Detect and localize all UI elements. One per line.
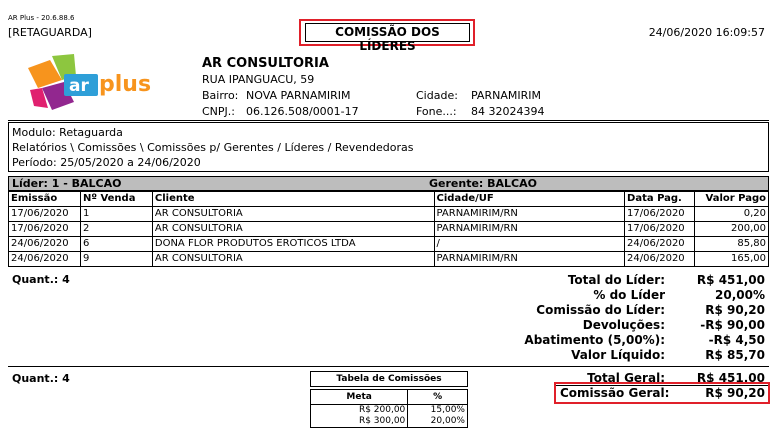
table-row	[9, 237, 769, 252]
summary-label: Total do Líder:	[567, 273, 665, 287]
cell-venda: 6	[80, 237, 152, 252]
svg-text:plus: plus	[99, 72, 152, 97]
fone-label: Fone...:	[416, 105, 457, 118]
table-row	[9, 207, 769, 222]
summary-value: 20,00%	[715, 288, 765, 302]
total-geral-label: Total Geral:	[587, 371, 665, 385]
cell-venda: 1	[80, 207, 152, 222]
info-path: Relatórios \ Comissões \ Comissões p/ Gerentes / Líderes / Revendedoras	[12, 141, 414, 154]
leader-group-bar	[8, 176, 769, 191]
cell-cidade: PARNAMIRIM/RN	[434, 252, 625, 267]
summary-label: Comissão do Líder:	[536, 303, 665, 317]
comissao-geral-value: R$ 90,20	[705, 386, 765, 400]
cell-cliente: AR CONSULTORIA	[152, 252, 434, 267]
commission-meta: R$ 300,00	[311, 416, 408, 428]
cell-emissao: 17/06/2020	[9, 207, 81, 222]
footer-divider	[8, 366, 769, 367]
company-name: AR CONSULTORIA	[202, 56, 329, 71]
summary-value: -R$ 90,00	[700, 318, 765, 332]
commission-pct: 15,00%	[408, 405, 468, 417]
svg-text:ar: ar	[69, 76, 89, 96]
summary-value: R$ 451,00	[696, 273, 765, 287]
column-header: Cidade/UF	[434, 192, 625, 207]
header-divider	[8, 120, 769, 121]
column-header: Valor Pago	[694, 192, 768, 207]
summary-label: % do Líder	[593, 288, 665, 302]
sales-table	[8, 191, 769, 267]
quant-leader: Quant.: 4	[12, 273, 70, 286]
cell-valor: 0,20	[694, 207, 768, 222]
info-modulo: Modulo: Retaguarda	[12, 126, 123, 139]
summary-value: R$ 90,20	[705, 303, 765, 317]
manager-label: Gerente: BALCAO	[429, 177, 537, 190]
cell-emissao: 24/06/2020	[9, 252, 81, 267]
summary-label: Abatimento (5,00%):	[524, 333, 665, 347]
report-datetime: 24/06/2020 16:09:57	[648, 26, 765, 39]
summary-value: -R$ 4,50	[708, 333, 765, 347]
column-header: Nº Venda	[80, 192, 152, 207]
column-header: Emissão	[9, 192, 81, 207]
quant-total: Quant.: 4	[12, 372, 70, 385]
table-row	[9, 222, 769, 237]
column-header: Data Pag.	[625, 192, 695, 207]
module-tag: [RETAGUARDA]	[8, 26, 92, 39]
cell-cidade: /	[434, 237, 625, 252]
summary-label: Devoluções:	[582, 318, 665, 332]
leader-label: Líder: 1 - BALCAO	[12, 177, 122, 190]
cell-venda: 2	[80, 222, 152, 237]
cidade-value: PARNAMIRIM	[471, 89, 541, 102]
cell-cidade: PARNAMIRIM/RN	[434, 207, 625, 222]
column-header: Cliente	[152, 192, 434, 207]
cell-cliente: AR CONSULTORIA	[152, 222, 434, 237]
cell-cliente: DONA FLOR PRODUTOS EROTICOS LTDA	[152, 237, 434, 252]
cell-valor: 200,00	[694, 222, 768, 237]
summary-value: R$ 85,70	[705, 348, 765, 362]
cell-emissao: 24/06/2020	[9, 237, 81, 252]
commission-col-pct: %	[408, 390, 468, 405]
report-title: COMISSÃO DOS LÍDERES	[335, 25, 440, 53]
cell-valor: 85,80	[694, 237, 768, 252]
cell-data-pag: 17/06/2020	[625, 207, 695, 222]
company-address: RUA IPANGUACU, 59	[202, 73, 315, 86]
cell-emissao: 17/06/2020	[9, 222, 81, 237]
commission-pct: 20,00%	[408, 416, 468, 428]
fone-value: 84 32024394	[471, 105, 545, 118]
cell-data-pag: 24/06/2020	[625, 237, 695, 252]
commission-table	[310, 371, 468, 428]
cnpj-value: 06.126.508/0001-17	[246, 105, 359, 118]
bairro-value: NOVA PARNAMIRIM	[246, 89, 351, 102]
cell-data-pag: 17/06/2020	[625, 222, 695, 237]
total-geral-value: R$ 451,00	[696, 371, 765, 385]
commission-table-title: Tabela de Comissões	[311, 372, 468, 387]
cell-valor: 165,00	[694, 252, 768, 267]
cell-venda: 9	[80, 252, 152, 267]
cidade-label: Cidade:	[416, 89, 458, 102]
cell-cidade: PARNAMIRIM/RN	[434, 222, 625, 237]
info-periodo: Período: 25/05/2020 a 24/06/2020	[12, 156, 201, 169]
commission-meta: R$ 200,00	[311, 405, 408, 417]
table-header-row	[9, 192, 769, 207]
company-logo	[22, 54, 172, 114]
bairro-label: Bairro:	[202, 89, 239, 102]
table-row	[9, 252, 769, 267]
commission-col-meta: Meta	[311, 390, 408, 405]
summary-label: Valor Líquido:	[571, 348, 665, 362]
cnpj-label: CNPJ.:	[202, 105, 235, 118]
comissao-geral-label: Comissão Geral:	[560, 386, 670, 400]
cell-cliente: AR CONSULTORIA	[152, 207, 434, 222]
arplus-logo-icon	[22, 54, 172, 114]
app-version: AR Plus - 20.6.88.6	[8, 14, 75, 22]
cell-data-pag: 24/06/2020	[625, 252, 695, 267]
